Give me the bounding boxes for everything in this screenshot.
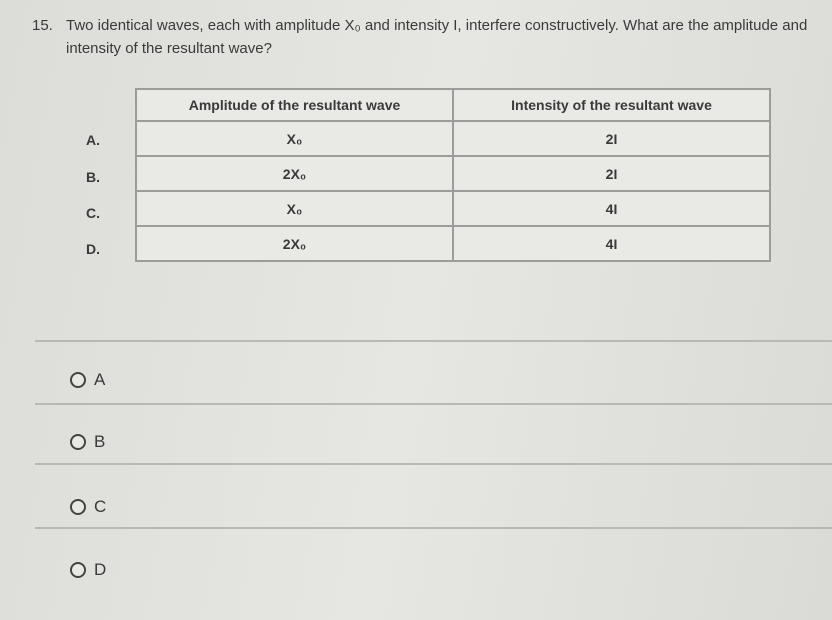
amplitude-cell: 2X₀ — [136, 156, 453, 191]
option-label: A — [94, 370, 106, 389]
amplitude-cell: 2X₀ — [136, 226, 453, 261]
radio-button[interactable] — [70, 499, 86, 515]
divider — [35, 403, 832, 405]
radio-button[interactable] — [70, 562, 86, 578]
divider — [35, 527, 832, 529]
option-c[interactable] — [70, 497, 106, 517]
intensity-cell: 2I — [453, 156, 770, 191]
option-a[interactable] — [70, 370, 105, 390]
radio-button[interactable] — [70, 372, 86, 388]
question-text: Two identical waves, each with amplitude X₀ and intensity I, interfere constructively. What are the amplitude and intensity of the resultant wave? — [66, 17, 808, 57]
question-number: 15. — [32, 17, 53, 34]
table-row — [136, 226, 770, 261]
question — [32, 14, 822, 60]
option-label: B — [94, 432, 106, 451]
option-label: D — [94, 560, 107, 579]
table-row — [136, 191, 770, 226]
table-header — [136, 89, 770, 121]
row-label-b: B. — [86, 169, 100, 185]
option-d[interactable] — [70, 560, 106, 580]
header-amplitude: Amplitude of the resultant wave — [136, 89, 453, 121]
answer-table — [135, 88, 771, 262]
row-label-d: D. — [86, 241, 100, 257]
row-label-a: A. — [86, 132, 100, 148]
divider — [35, 463, 832, 465]
table-row — [136, 121, 770, 156]
divider — [35, 340, 832, 342]
table-row — [136, 156, 770, 191]
header-intensity: Intensity of the resultant wave — [453, 89, 770, 121]
amplitude-cell: X₀ — [136, 191, 453, 226]
option-label: C — [94, 497, 107, 516]
option-b[interactable] — [70, 432, 105, 452]
amplitude-cell: X₀ — [136, 121, 453, 156]
row-label-c: C. — [86, 205, 100, 221]
intensity-cell: 2I — [453, 121, 770, 156]
intensity-cell: 4I — [453, 226, 770, 261]
radio-button[interactable] — [70, 434, 86, 450]
intensity-cell: 4I — [453, 191, 770, 226]
